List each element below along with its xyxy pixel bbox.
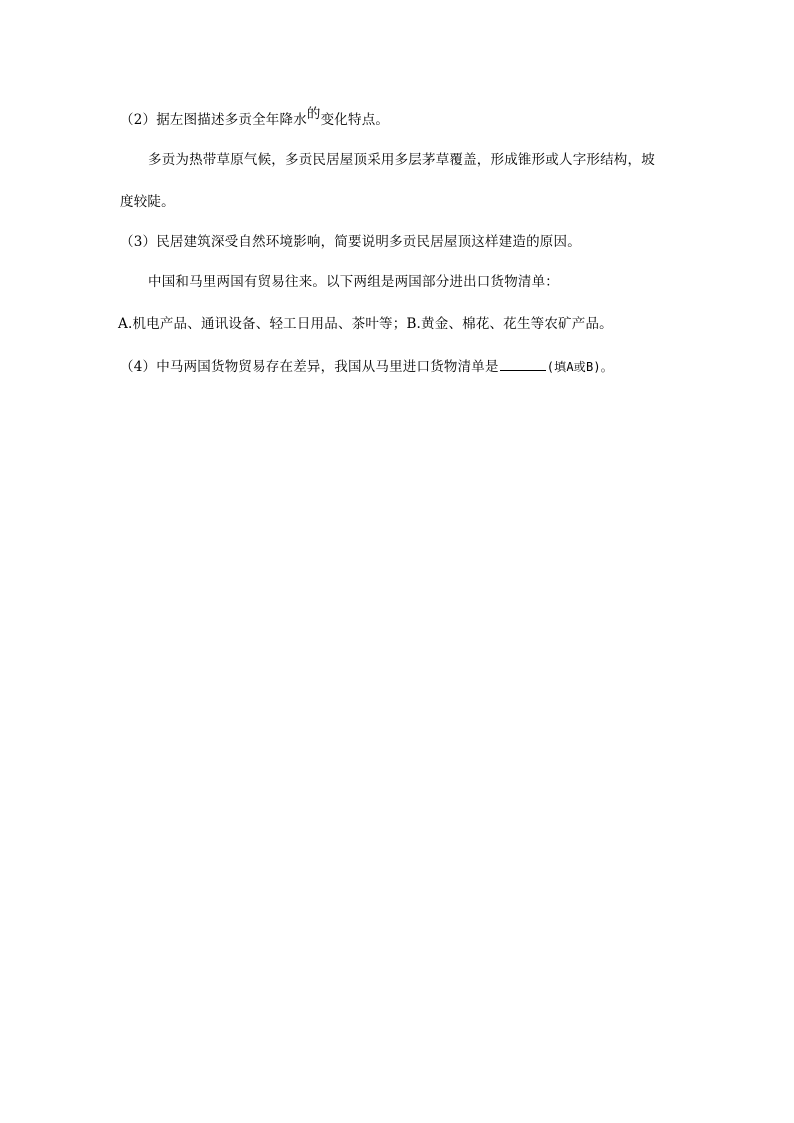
goods-lists: A.机电产品、通讯设备、轻工日用品、茶叶等；B.黄金、棉花、花生等农矿产品。 — [118, 316, 613, 332]
answer-blank[interactable] — [500, 356, 546, 371]
question-2-text: （2）据左图描述多贡全年降水 — [120, 112, 307, 128]
paragraph-climate-line-2: 度较陡。 — [120, 194, 175, 210]
question-3: （3）民居建筑深受自然环境影响，简要说明多贡民居屋顶这样建造的原因。 — [120, 234, 581, 250]
question-2-text-end: 变化特点。 — [320, 112, 390, 128]
paragraph-trade: 中国和马里两国有贸易往来。以下两组是两国部分进出口货物清单： — [148, 274, 559, 290]
question-2 — [120, 106, 390, 130]
question-4-text: （4）中马两国货物贸易存在差异，我国从马里进口货物清单是 — [120, 359, 499, 375]
paragraph-climate-line-1: 多贡为热带草原气候，多贡民居屋顶采用多层茅草覆盖，形成锥形或人字形结构，坡 — [148, 152, 655, 168]
question-4 — [120, 356, 613, 377]
question-4-text-end: (填A或B)。 — [546, 360, 614, 374]
question-2-raised-char: 的 — [306, 106, 321, 122]
